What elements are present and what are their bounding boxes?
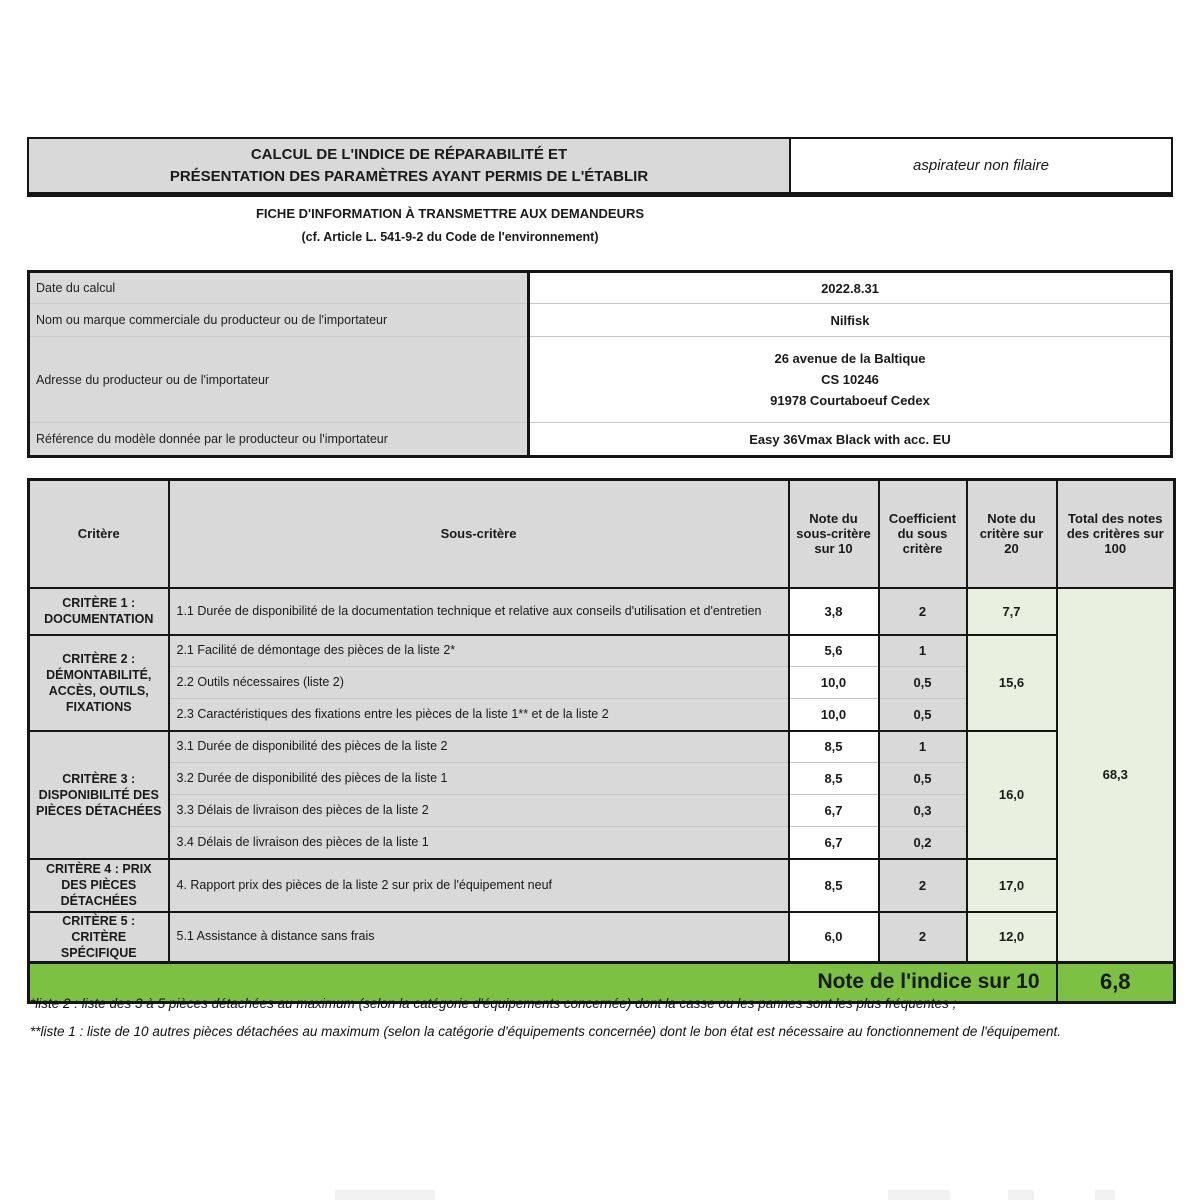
note20-criterion-1: 7,7: [967, 588, 1057, 635]
header-note20: Note du critère sur 20: [967, 480, 1057, 588]
footnote-liste-1: **liste 1 : liste de 10 autres pièces détachées au maximum (selon la catégorie d'équipements concernée) dont le bon état est nécessaire au fonctionnement de l'équipement.: [30, 1024, 1062, 1039]
note10-3-3: 6,7: [789, 795, 879, 827]
info-row-date: [29, 272, 1172, 304]
note10-3-2: 8,5: [789, 763, 879, 795]
subcriterion-4: 4. Rapport prix des pièces de la liste 2 sur prix de l'équipement neuf: [169, 859, 789, 912]
header-total100: Total des notes des critères sur 100: [1057, 480, 1175, 588]
info-label-date: Date du calcul: [29, 272, 529, 304]
product-category-label: aspirateur non filaire: [913, 157, 1049, 174]
coef-2-1: 1: [879, 635, 967, 667]
note10-2-2: 10,0: [789, 667, 879, 699]
note20-criterion-4: 17,0: [967, 859, 1057, 912]
coef-2-2: 0,5: [879, 667, 967, 699]
product-category-cell: [791, 139, 1171, 192]
subcriterion-2-3: 2.3 Caractéristiques des fixations entre les pièces de la liste 1** et de la liste 2: [169, 699, 789, 731]
note10-3-1: 8,5: [789, 731, 879, 763]
address-line-2: CS 10246: [821, 372, 879, 387]
coef-3-4: 0,2: [879, 827, 967, 859]
row-2-1: [29, 635, 1175, 667]
footnote-liste-2: *liste 2 : liste des 3 à 5 pièces détachées au maximum (selon la catégorie d'équipements concernée) dont la casse ou les pannes sont les plus fréquentes ;: [30, 996, 957, 1011]
row-1-1: [29, 588, 1175, 635]
note10-2-1: 5,6: [789, 635, 879, 667]
criterion-1-label: CRITÈRE 1 : DOCUMENTATION: [29, 588, 169, 635]
info-label-model: Référence du modèle donnée par le producteur ou l'importateur: [29, 423, 529, 457]
document-title: [29, 139, 791, 192]
address-line-3: 91978 Courtaboeuf Cedex: [770, 393, 930, 408]
coef-3-2: 0,5: [879, 763, 967, 795]
criteria-table: [27, 478, 1176, 1004]
subtitle-line2: (cf. Article L. 541-9-2 du Code de l'environnement): [301, 230, 599, 244]
criterion-3-label: CRITÈRE 3 : DISPONIBILITÉ DES PIÈCES DÉTACHÉES: [29, 731, 169, 859]
coef-1-1: 2: [879, 588, 967, 635]
page-edge-artifact: [888, 1190, 950, 1200]
note10-1-1: 3,8: [789, 588, 879, 635]
subcriterion-3-4: 3.4 Délais de livraison des pièces de la liste 1: [169, 827, 789, 859]
address-line-1: 26 avenue de la Baltique: [774, 351, 926, 366]
page-edge-artifact: [1095, 1190, 1115, 1200]
subcriterion-2-2: 2.2 Outils nécessaires (liste 2): [169, 667, 789, 699]
subcriterion-1-1: 1.1 Durée de disponibilité de la documentation technique et relative aux conseils d'utilisation et d'entretien: [169, 588, 789, 635]
footnotes-block: [30, 996, 1175, 1052]
document-title-line1: CALCUL DE L'INDICE DE RÉPARABILITÉ ET: [250, 145, 568, 163]
note20-criterion-3: 16,0: [967, 731, 1057, 859]
subcriterion-2-1: 2.1 Facilité de démontage des pièces de la liste 2*: [169, 635, 789, 667]
total-sur-100: 68,3: [1057, 588, 1175, 963]
document-title-line2: PRÉSENTATION DES PARAMÈTRES AYANT PERMIS DE L'ÉTABLIR: [169, 167, 649, 185]
note10-3-4: 6,7: [789, 827, 879, 859]
page-edge-artifact: [1008, 1190, 1034, 1200]
criterion-5-label: CRITÈRE 5 : CRITÈRE SPÉCIFIQUE: [29, 912, 169, 963]
index-score-label: Note de l'indice sur 10: [29, 962, 1057, 1002]
info-row-brand: [29, 304, 1172, 337]
info-value-brand: Nilfisk: [529, 304, 1172, 337]
coef-3-3: 0,3: [879, 795, 967, 827]
coef-4: 2: [879, 859, 967, 912]
index-score-value: 6,8: [1057, 962, 1175, 1002]
criterion-2-label: CRITÈRE 2 : DÉMONTABILITÉ, ACCÈS, OUTILS, FIXATIONS: [29, 635, 169, 731]
info-value-date: 2022.8.31: [529, 272, 1172, 304]
info-label-brand: Nom ou marque commerciale du producteur ou de l'importateur: [29, 304, 529, 337]
note20-criterion-5: 12,0: [967, 912, 1057, 963]
info-row-model: [29, 423, 1172, 457]
subcriterion-3-2: 3.2 Durée de disponibilité des pièces de la liste 1: [169, 763, 789, 795]
note10-4: 8,5: [789, 859, 879, 912]
note20-criterion-2: 15,6: [967, 635, 1057, 731]
page-edge-artifact: [335, 1190, 435, 1200]
subcriterion-3-1: 3.1 Durée de disponibilité des pièces de la liste 2: [169, 731, 789, 763]
info-value-address: [529, 337, 1172, 423]
coef-3-1: 1: [879, 731, 967, 763]
subcriterion-3-3: 3.3 Délais de livraison des pièces de la liste 2: [169, 795, 789, 827]
info-value-model: Easy 36Vmax Black with acc. EU: [529, 423, 1172, 457]
criteria-header-row: [29, 480, 1175, 588]
note10-2-3: 10,0: [789, 699, 879, 731]
subtitle-block: [0, 206, 900, 244]
info-label-address: Adresse du producteur ou de l'importateur: [29, 337, 529, 423]
subtitle-line1: FICHE D'INFORMATION À TRANSMETTRE AUX DEMANDEURS: [255, 206, 645, 221]
header-critere: Critère: [29, 480, 169, 588]
row-4: [29, 859, 1175, 912]
coef-5-1: 2: [879, 912, 967, 963]
producer-info-table: [27, 270, 1173, 458]
note10-5-1: 6,0: [789, 912, 879, 963]
header-coefficient: Coefficient du sous critère: [879, 480, 967, 588]
criterion-4-label: CRITÈRE 4 : PRIX DES PIÈCES DÉTACHÉES: [29, 859, 169, 912]
subcriterion-5-1: 5.1 Assistance à distance sans frais: [169, 912, 789, 963]
document-title-band: [27, 137, 1173, 197]
row-3-1: [29, 731, 1175, 763]
header-sous-critere: Sous-critère: [169, 480, 789, 588]
info-row-address: [29, 337, 1172, 423]
header-note10: Note du sous-critère sur 10: [789, 480, 879, 588]
coef-2-3: 0,5: [879, 699, 967, 731]
row-5-1: [29, 912, 1175, 963]
